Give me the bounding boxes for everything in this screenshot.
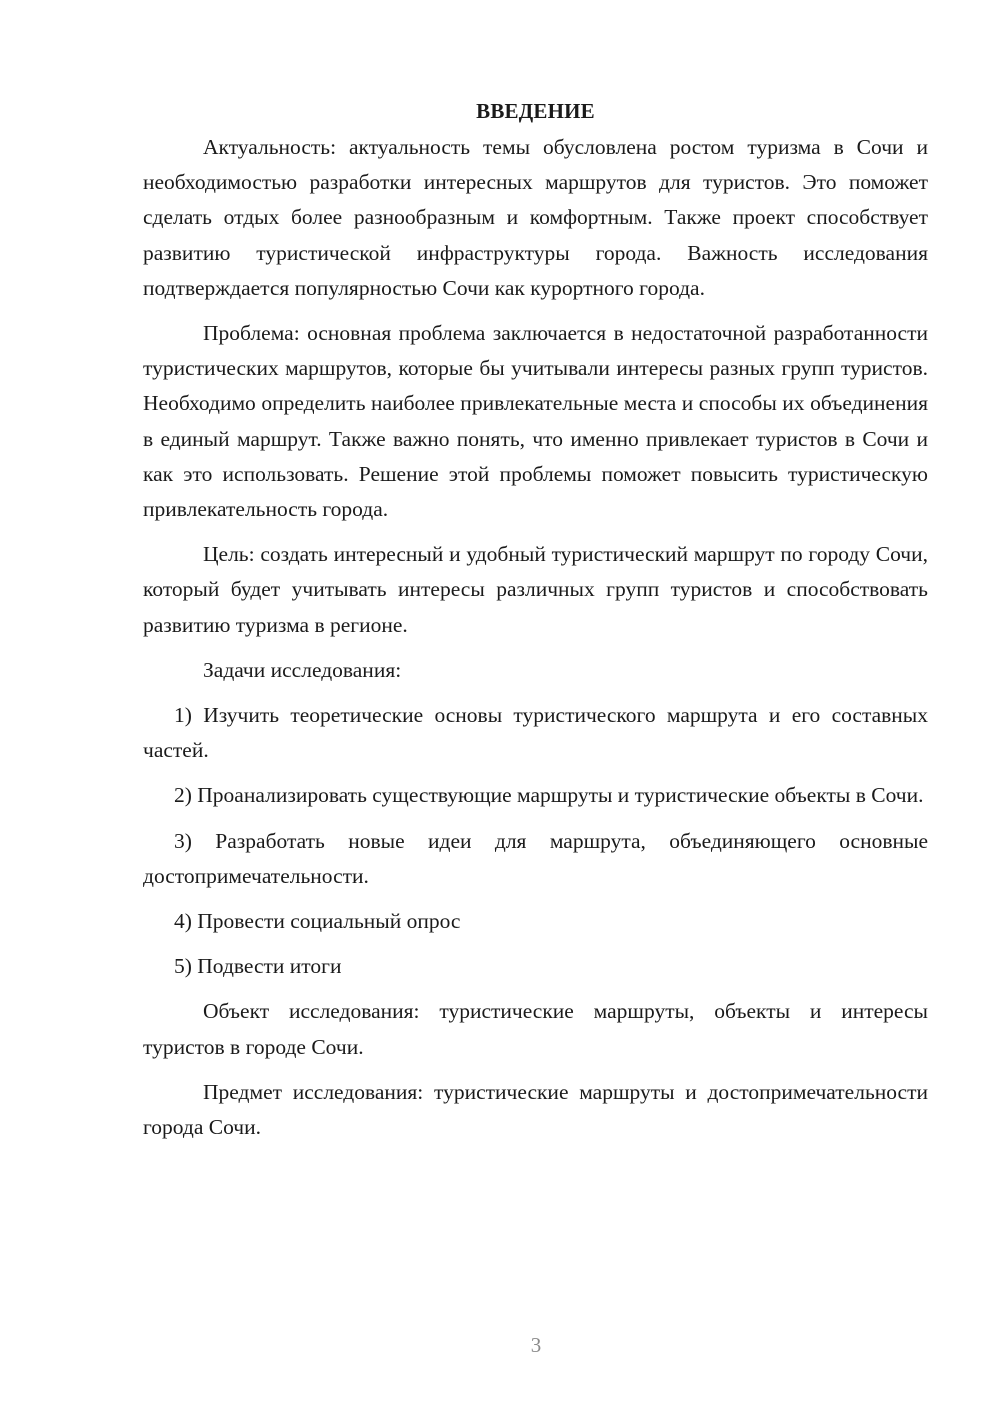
paragraph-object: Объект исследования: туристические маршруты, объекты и интересы туристов в городе Сочи.	[143, 999, 928, 1059]
task-item-1: 1) Изучить теоретические основы туристического маршрута и его составных частей.	[143, 703, 928, 763]
page-number: 3	[530, 1333, 542, 1357]
task-item-2: 2) Проанализировать существующие маршруты и туристические объекты в Сочи.	[174, 783, 924, 808]
paragraph-subject: Предмет исследования: туристические маршруты и достопримечательности города Сочи.	[143, 1079, 928, 1140]
section-title: ВВЕДЕНИЕ	[476, 99, 595, 123]
paragraph-goal: Цель: создать интересный и удобный туристический маршрут по городу Сочи, который будет учитывать интересы различных групп туристов и способствовать развитию туризма в регионе.	[143, 542, 928, 637]
paragraph-problem: Проблема: основная проблема заключается в недостаточной разработанности туристических маршрутов, которые бы учитывали интересы разных групп туристов. Необходимо определить наиболее привлекательные места и способы их объединения в единый маршрут. Также важно понять, что именно привлекает туристов в Сочи и как это использовать. Решение этой проблемы поможет повысить туристическую привлекательность города.	[143, 321, 928, 522]
page-content	[143, 94, 928, 1155]
task-item-4: 4) Провести социальный опрос	[174, 909, 461, 934]
task-item-5: 5) Подвести итоги	[174, 954, 342, 979]
task-item-3: 3) Разработать новые идеи для маршрута, объединяющего основные достопримечательности.	[143, 828, 928, 888]
paragraph-tasks-heading: Задачи исследования:	[203, 657, 402, 682]
paragraph-relevance: Актуальность: актуальность темы обусловлена ростом туризма в Сочи и необходимостью разработки интересных маршрутов для туристов. Это поможет сделать отдых более разнообразным и комфортным. Также проект способствует развитию туристической инфраструктуры города. Важность исследования подтверждается популярностью Сочи как курортного города.	[143, 135, 928, 300]
